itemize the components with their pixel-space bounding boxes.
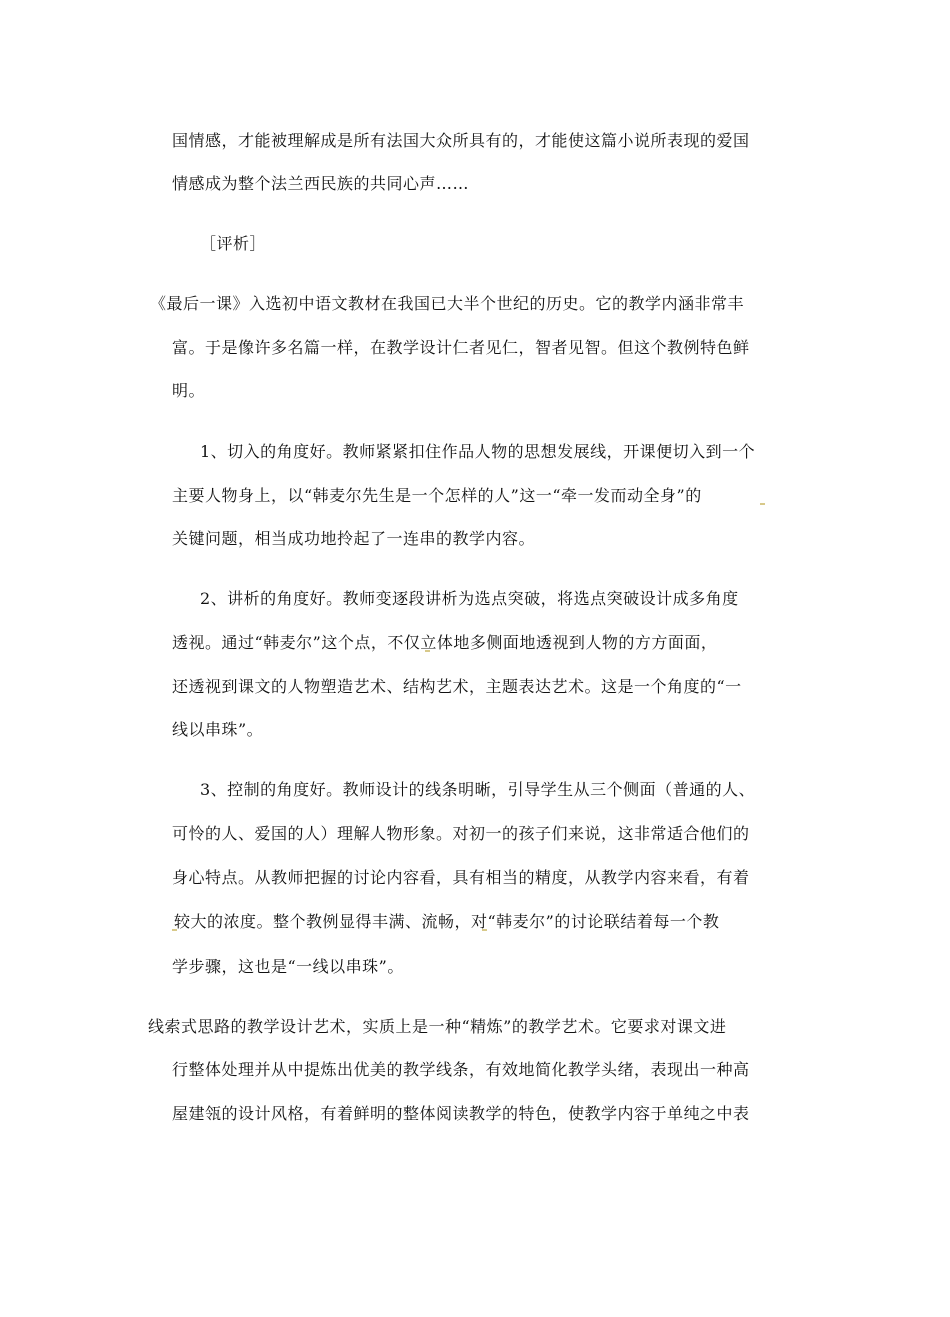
text-line: 主要人物身上，以“韩麦尔先生是一个怎样的人”这一“牵一发而动全身”的	[172, 486, 702, 505]
text-line: 屋建瓴的设计风格，有着鲜明的整体阅读教学的特色，使教学内容于单纯之中表	[172, 1104, 750, 1123]
annotation-mark	[172, 926, 177, 931]
text-line: 1、切入的角度好。教师紧紧扣住作品人物的思想发展线，开课便切入到一个	[200, 442, 756, 461]
text-line: 关键问题，相当成功地拎起了一连串的教学内容。	[172, 529, 536, 548]
text-line: 学步骤，这也是“一线以串珠”。	[172, 957, 404, 976]
text-line: 2、讲析的角度好。教师变逐段讲析为选点突破，将选点突破设计成多角度	[200, 589, 739, 608]
section-heading: ［评析］	[200, 234, 267, 253]
text-line: 可怜的人、爱国的人）理解人物形象。对初一的孩子们来说，这非常适合他们的	[172, 824, 750, 843]
text-line: 富。于是像许多名篇一样，在教学设计仁者见仁，智者见智。但这个教例特色鲜	[172, 338, 750, 357]
text-line: 线以串珠”。	[172, 720, 264, 739]
text-line: 3、控制的角度好。教师设计的线条明晰，引导学生从三个侧面（普通的人、	[200, 780, 756, 799]
text-line: 国情感，才能被理解成是所有法国大众所具有的，才能使这篇小说所表现的爱国	[172, 131, 750, 150]
text-line: 行整体处理并从中提炼出优美的教学线条，有效地简化教学头绪，表现出一种高	[172, 1060, 750, 1079]
text-line: 较大的浓度。整个教例显得丰满、流畅，对“韩麦尔”的讨论联结着每一个教	[174, 912, 720, 931]
annotation-mark	[482, 926, 487, 931]
annotation-mark	[760, 500, 765, 505]
text-line: 透视。通过“韩麦尔”这个点，不仅立体地多侧面地透视到人物的方方面面，	[172, 633, 718, 652]
text-line: 身心特点。从教师把握的讨论内容看，具有相当的精度，从教学内容来看，有着	[172, 868, 750, 887]
text-line: 明。	[172, 381, 206, 400]
text-line: 还透视到课文的人物塑造艺术、结构艺术，主题表达艺术。这是一个角度的“一	[172, 677, 742, 696]
text-line: 线索式思路的教学设计艺术，实质上是一种“精炼”的教学艺术。它要求对课文进	[148, 1017, 727, 1036]
text-line: 情感成为整个法兰西民族的共同心声……	[172, 174, 470, 193]
text-line: 《最后一课》入选初中语文教材在我国已大半个世纪的历史。它的教学内涵非常丰	[150, 294, 745, 313]
annotation-mark	[425, 647, 430, 652]
